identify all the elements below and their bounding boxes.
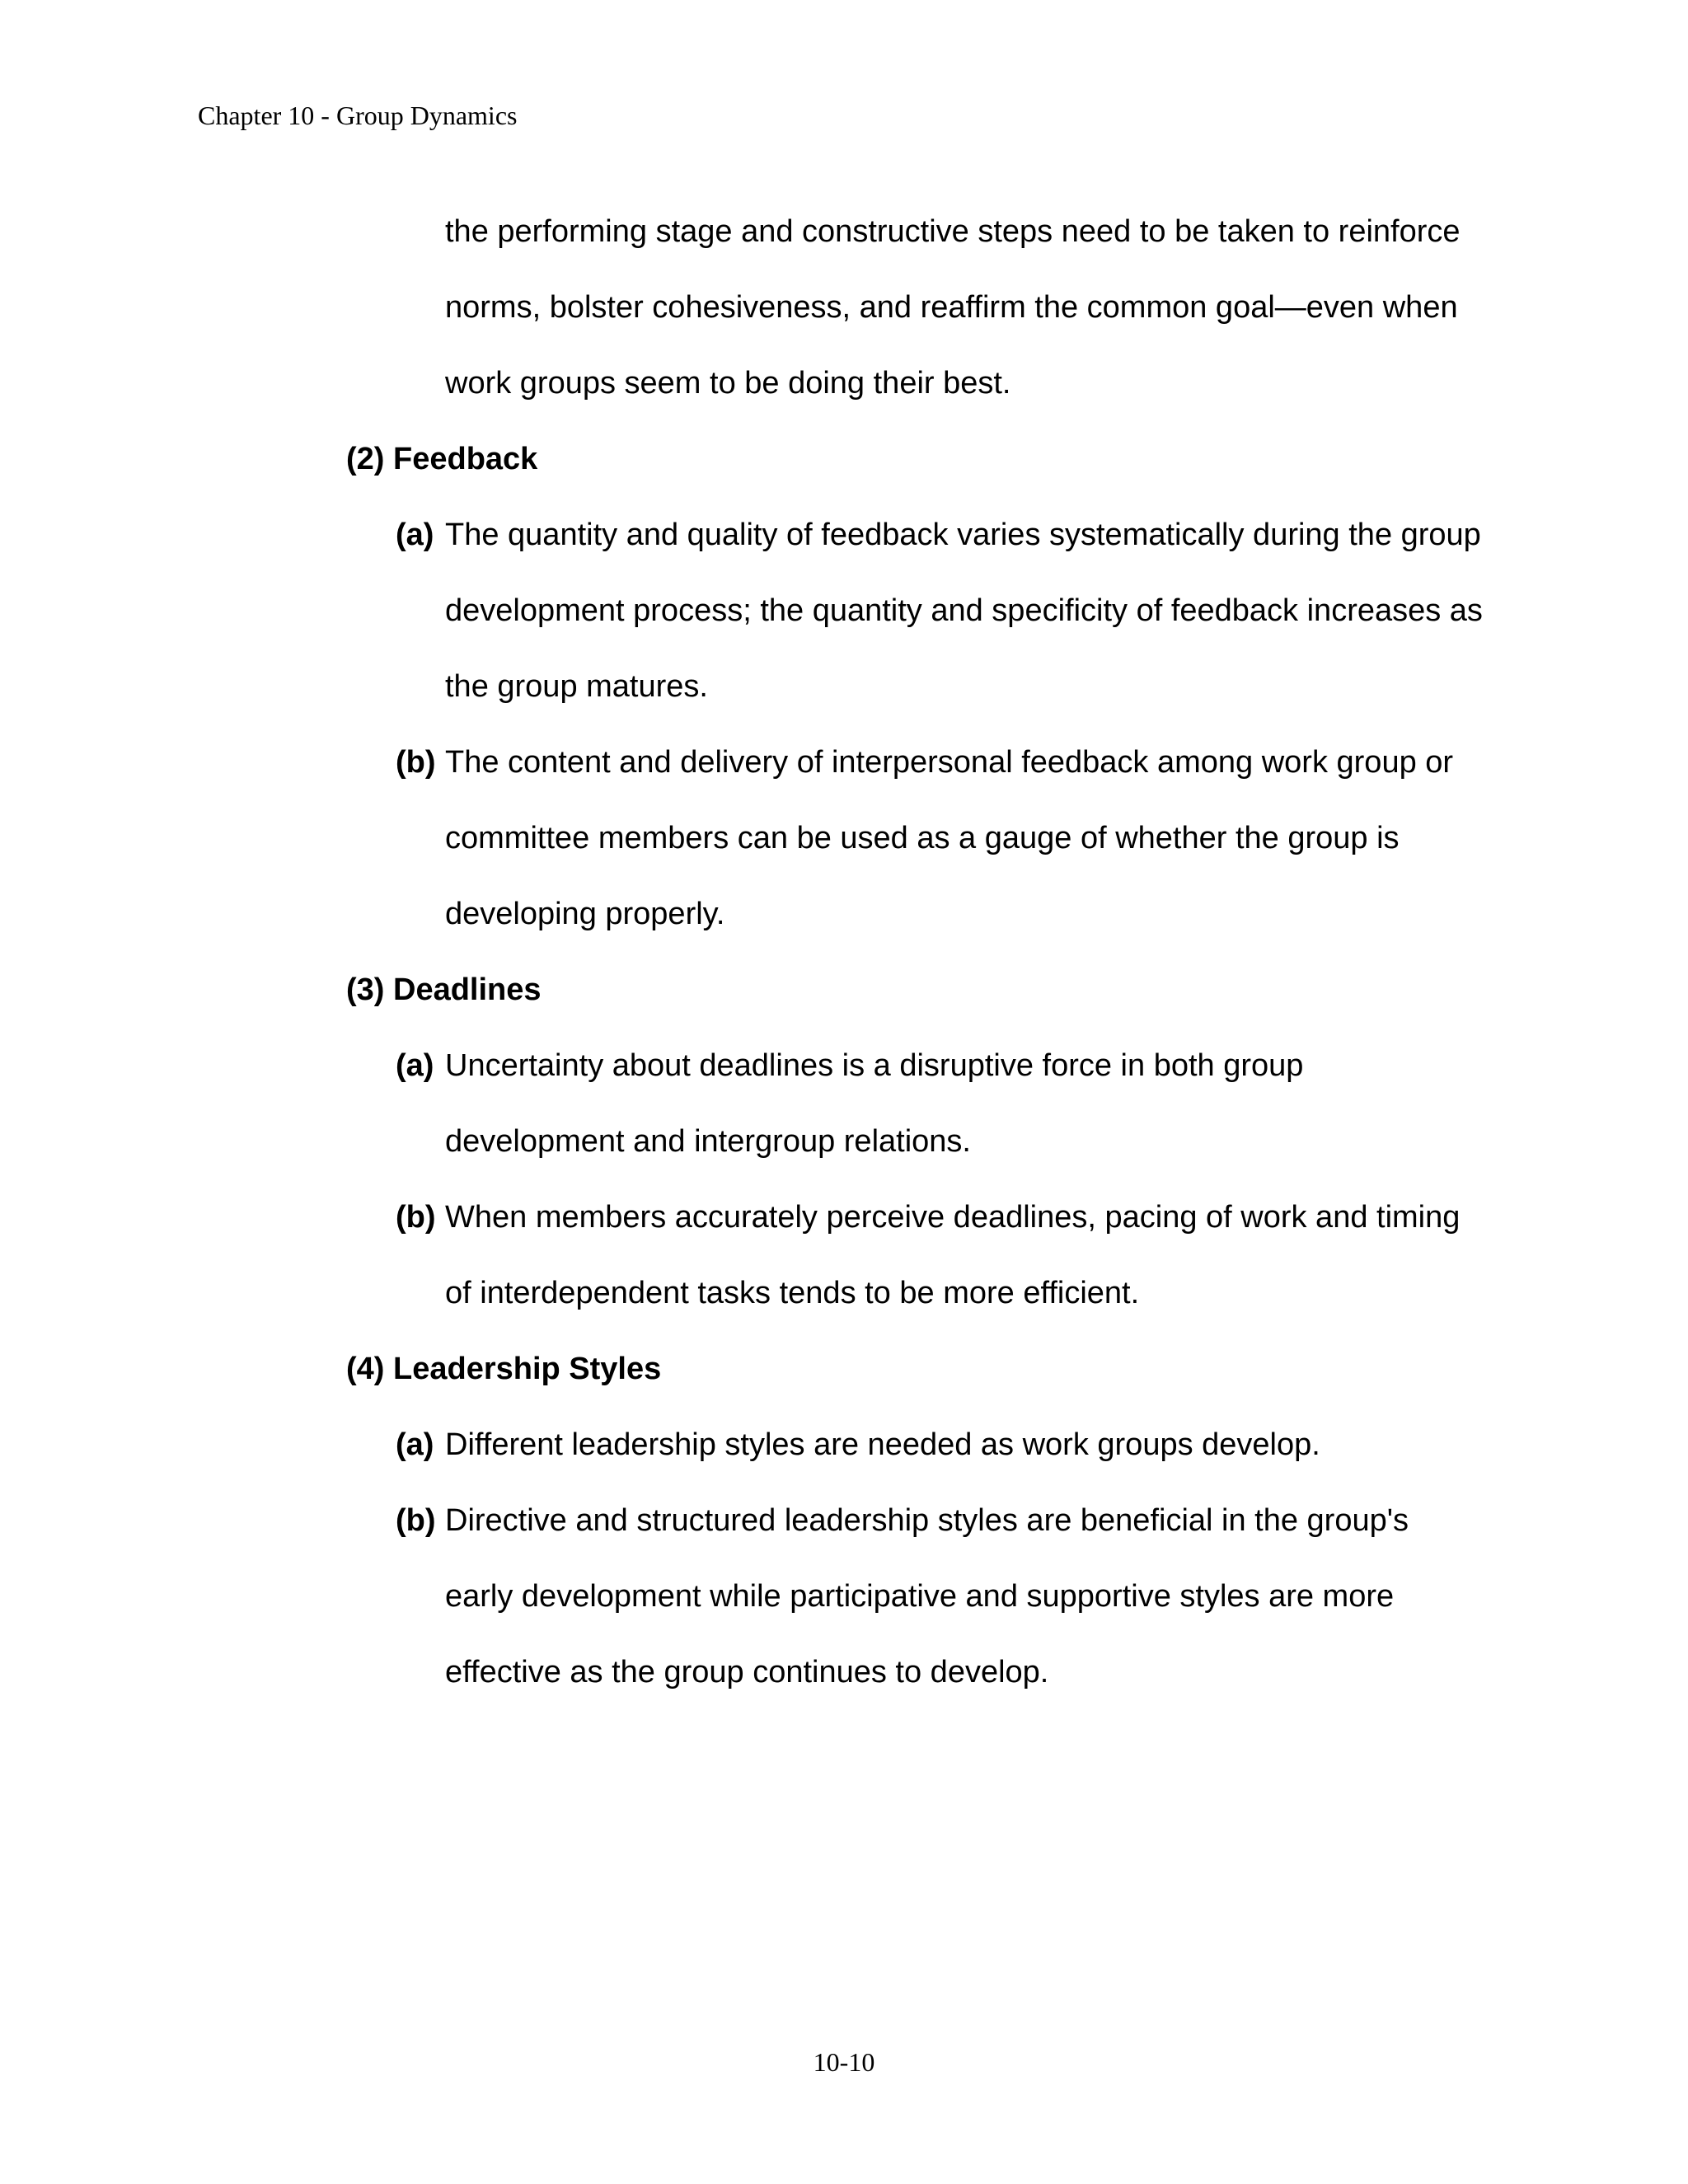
item-text: The quantity and quality of feedback varies systematically during the group development process; the quantity and specificity of feedback increases as the group matures.: [445, 518, 1483, 704]
item-text: Directive and structured leadership styles are beneficial in the group's early development while participative and supportive styles are more effective as the group continues to develop.: [445, 1503, 1409, 1690]
item-label: (b): [396, 1200, 436, 1235]
list-item: [396, 497, 1484, 724]
list-item: [396, 1407, 1484, 1483]
item-text: When members accurately perceive deadlines, pacing of work and timing of interdependent tasks tends to be more efficient.: [445, 1200, 1461, 1310]
item-text: Different leadership styles are needed as work groups develop.: [445, 1427, 1320, 1462]
section-leadership-styles: [0, 1331, 1688, 1710]
item-label: (a): [396, 1048, 434, 1083]
item-label: (a): [396, 1427, 434, 1462]
section-deadlines: [0, 952, 1688, 1331]
list-item: [396, 1179, 1484, 1331]
continuation-paragraph: the performing stage and constructive steps need to be taken to reinforce norms, bolster cohesiveness, and reaffirm the common goal—even when work groups seem to be doing their best.: [445, 214, 1461, 401]
section-feedback: [0, 421, 1688, 952]
list-item: [396, 1483, 1484, 1710]
body-text: [0, 194, 1688, 1710]
item-text: The content and delivery of interpersonal feedback among work group or committee members can be used as a gauge of whether the group is developing properly.: [445, 745, 1454, 931]
item-label: (b): [396, 745, 436, 780]
list-item: [396, 724, 1484, 952]
section-heading: (2) Feedback: [346, 442, 538, 476]
section-heading: (3) Deadlines: [346, 972, 542, 1007]
item-label: (a): [396, 518, 434, 552]
item-label: (b): [396, 1503, 436, 1538]
list-item: [396, 1028, 1484, 1179]
running-header: Chapter 10 - Group Dynamics: [198, 101, 518, 130]
item-text: Uncertainty about deadlines is a disruptive force in both group development and intergroup relations.: [445, 1048, 1304, 1159]
page-number: 10-10: [813, 2047, 875, 2077]
section-heading: (4) Leadership Styles: [346, 1352, 662, 1386]
